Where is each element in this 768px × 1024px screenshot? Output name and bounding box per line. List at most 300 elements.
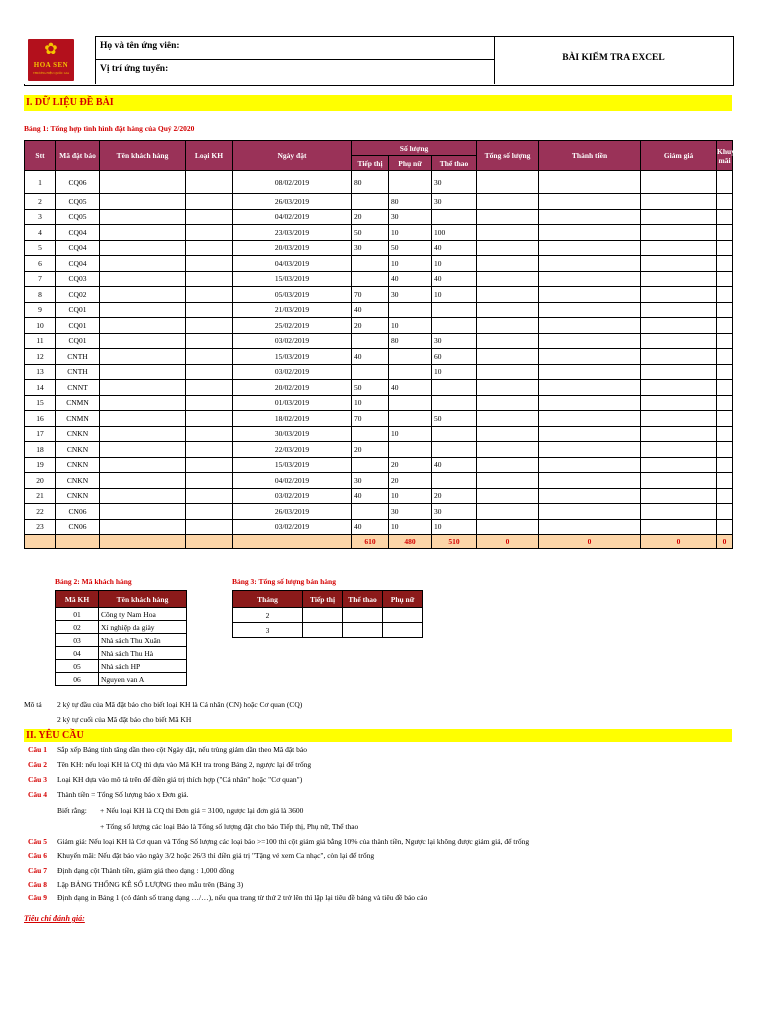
cell-thanh-tien	[539, 473, 641, 489]
requirement-number: Câu 4	[28, 790, 47, 799]
candidate-name-label: Họ và tên ứng viên:	[100, 41, 180, 51]
cell-ten-kh: Nhà sách HP	[99, 660, 187, 673]
cell-stt: 14	[25, 380, 56, 396]
total-tt: 610	[352, 535, 389, 549]
criteria-label: Tiêu chí đánh giá:	[24, 914, 85, 923]
cell-stt: 16	[25, 411, 56, 427]
cell-stt: 21	[25, 488, 56, 504]
cell-ngay-dat: 04/02/2019	[233, 209, 352, 225]
cell-stt: 22	[25, 504, 56, 520]
cell-giam-gia	[641, 171, 717, 194]
cell-phu-nu: 10	[389, 519, 432, 535]
requirement-text: Loại KH dựa vào mô tả trên để điền giá trị thích hợp ("Cá nhân" hoặc "Cơ quan")	[57, 775, 303, 784]
cell-thanh-tien	[539, 225, 641, 241]
cell-ten-kh	[100, 411, 186, 427]
cell-ten-kh	[100, 287, 186, 303]
cell-ngay-dat: 01/03/2019	[233, 395, 352, 411]
cell-tong-sl	[477, 256, 539, 272]
cell-phu-nu	[389, 364, 432, 380]
cell-phu-nu: 50	[389, 240, 432, 256]
cell-tong-sl	[477, 395, 539, 411]
cell-khuyen-mai	[717, 504, 733, 520]
table-row	[25, 225, 733, 241]
col-thang: Tháng	[233, 591, 303, 608]
position-label: Vị trí ứng tuyển:	[100, 64, 169, 74]
cell-khuyen-mai	[717, 349, 733, 365]
cell-phu-nu: 10	[389, 256, 432, 272]
col-ma-kh: Mã KH	[56, 591, 99, 608]
requirement-text: Lập BẢNG THỐNG KÊ SỐ LƯỢNG theo mẫu trên (Bảng 3)	[57, 880, 244, 889]
cell-ngay-dat: 04/03/2019	[233, 256, 352, 272]
cell-tiep-thi: 30	[352, 240, 389, 256]
cell-tong-sl	[477, 364, 539, 380]
table-row	[25, 171, 733, 194]
cell-the-thao	[432, 318, 477, 334]
cell-the-thao	[432, 302, 477, 318]
cell-khuyen-mai	[717, 473, 733, 489]
cell-stt: 7	[25, 271, 56, 287]
cell-loai-kh	[186, 519, 233, 535]
cell-phu-nu: 40	[389, 271, 432, 287]
table3-caption: Bảng 3: Tổng số lượng bán hàng	[232, 577, 336, 586]
total-empty	[233, 535, 352, 549]
quantity-summary-table	[232, 590, 423, 638]
cell-ten-kh	[100, 364, 186, 380]
cell-ngay-dat: 22/03/2019	[233, 442, 352, 458]
table-row	[25, 504, 733, 520]
totals-row	[25, 535, 733, 549]
cell-giam-gia	[641, 426, 717, 442]
table-row	[25, 519, 733, 535]
cell-khuyen-mai	[717, 380, 733, 396]
requirement-text: Tên KH: nếu loại KH là CQ thì dựa vào Mã KH tra trong Bảng 2, ngược lại để trống	[57, 760, 312, 769]
cell-tiep-thi	[352, 256, 389, 272]
cell-phu-nu	[389, 349, 432, 365]
test-title: BÀI KIỂM TRA EXCEL	[562, 53, 665, 63]
cell-thanh-tien	[539, 349, 641, 365]
cell-stt: 11	[25, 333, 56, 349]
cell-khuyen-mai	[717, 287, 733, 303]
cell-phu-nu: 30	[389, 504, 432, 520]
col-ma-dat-bao: Mã đặt báo	[56, 141, 100, 171]
cell-ma: CNNT	[56, 380, 100, 396]
cell-thanh-tien	[539, 442, 641, 458]
cell-the-thao: 60	[432, 349, 477, 365]
cell-the-thao	[432, 473, 477, 489]
cell-tiep-thi: 80	[352, 171, 389, 194]
total-giam_gia: 0	[641, 535, 717, 549]
desc-line-1: 2 ký tự đầu của Mã đặt báo cho biết loại KH là Cá nhân (CN) hoặc Cơ quan (CQ)	[57, 700, 303, 709]
total-empty	[25, 535, 56, 549]
cell-ten-kh	[100, 442, 186, 458]
cell-phu-nu: 30	[389, 287, 432, 303]
cell-thanh-tien	[539, 318, 641, 334]
cell-stt: 1	[25, 171, 56, 194]
cell-khuyen-mai	[717, 364, 733, 380]
cell-the-thao	[432, 380, 477, 396]
cell-ma: CNKN	[56, 488, 100, 504]
cell-the-thao: 40	[432, 457, 477, 473]
cell-tiep-thi	[352, 364, 389, 380]
cell-the-thao	[432, 395, 477, 411]
cell-ngay-dat: 20/03/2019	[233, 240, 352, 256]
cell-giam-gia	[641, 442, 717, 458]
cell-ten-kh	[100, 302, 186, 318]
cell-giam-gia	[641, 380, 717, 396]
customer-code-table	[55, 590, 187, 686]
cell-phu-nu	[389, 411, 432, 427]
cell-phu-nu	[389, 442, 432, 458]
table-row	[233, 608, 423, 623]
cell-loai-kh	[186, 287, 233, 303]
total-empty	[56, 535, 100, 549]
table-row	[25, 209, 733, 225]
cell-the-thao: 30	[432, 171, 477, 194]
cell-loai-kh	[186, 380, 233, 396]
col-khuyen-mai: Khuyến mãi	[717, 141, 733, 171]
cell-ngay-dat: 15/03/2019	[233, 457, 352, 473]
requirement-text: Định dạng in Bảng 1 (có đánh số trang dạng …/…), nếu qua trang từ thứ 2 trở lên thì lặp lại tiêu đề bảng và tiêu đề báo cáo	[57, 893, 428, 902]
cell-stt: 17	[25, 426, 56, 442]
cell-tiep-thi: 20	[352, 442, 389, 458]
cell-phu-nu	[389, 395, 432, 411]
cell-ngay-dat: 26/03/2019	[233, 504, 352, 520]
table-row	[25, 318, 733, 334]
cell-ma: CNKN	[56, 442, 100, 458]
cell-the-thao	[343, 623, 383, 638]
cell-loai-kh	[186, 194, 233, 210]
cell-the-thao	[432, 426, 477, 442]
cell-stt: 15	[25, 395, 56, 411]
table-row	[25, 287, 733, 303]
cell-stt: 20	[25, 473, 56, 489]
cell-tiep-thi	[352, 271, 389, 287]
col-ten-kh: Tên khách hàng	[100, 141, 186, 171]
cell-thanh-tien	[539, 364, 641, 380]
cell-giam-gia	[641, 364, 717, 380]
lotus-icon: ✿	[44, 41, 58, 58]
cell-the-thao: 20	[432, 488, 477, 504]
cell-phu-nu	[389, 302, 432, 318]
cell-loai-kh	[186, 271, 233, 287]
cell-phu-nu: 30	[389, 209, 432, 225]
cell-thanh-tien	[539, 395, 641, 411]
cell-the-thao: 50	[432, 411, 477, 427]
cell-the-thao	[432, 209, 477, 225]
cell-tiep-thi: 40	[352, 302, 389, 318]
total-tong: 0	[477, 535, 539, 549]
cell-ma: CQ05	[56, 194, 100, 210]
cell-thanh-tien	[539, 488, 641, 504]
cell-tiep-thi: 70	[352, 411, 389, 427]
cell-ngay-dat: 15/03/2019	[233, 349, 352, 365]
cell-tong-sl	[477, 457, 539, 473]
cell-thanh-tien	[539, 333, 641, 349]
col-so-luong: Số lượng	[352, 141, 477, 156]
total-th: 510	[432, 535, 477, 549]
cell-ma: CQ01	[56, 333, 100, 349]
req4-note-1: + Nếu loại KH là CQ thì Đơn giá = 3100, ngược lại đơn giá là 3600	[100, 806, 304, 815]
requirement-text: Khuyến mãi: Nếu đặt báo vào ngày 3/2 hoặc 26/3 thì điền giá trị "Tặng vé xem Ca nhạc", còn lại để trống	[57, 851, 375, 860]
cell-ma: CN06	[56, 519, 100, 535]
table-row	[25, 411, 733, 427]
requirement-number: Câu 5	[28, 837, 47, 846]
cell-the-thao: 10	[432, 256, 477, 272]
logo-name: HOA SEN	[33, 61, 69, 69]
cell-thanh-tien	[539, 287, 641, 303]
cell-khuyen-mai	[717, 318, 733, 334]
cell-ma: CQ04	[56, 225, 100, 241]
cell-giam-gia	[641, 411, 717, 427]
table-row	[25, 240, 733, 256]
table-row	[56, 660, 187, 673]
cell-stt: 19	[25, 457, 56, 473]
requirement-text: Giảm giá: Nếu loại KH là Cơ quan và Tổng Số lượng các loại báo >=100 thì cột giảm giá bằng 10% của thành tiền, Ngược lại không được giảm giá, để trống	[57, 837, 530, 846]
cell-phu-nu: 10	[389, 225, 432, 241]
cell-khuyen-mai	[717, 488, 733, 504]
cell-giam-gia	[641, 457, 717, 473]
table-row	[25, 333, 733, 349]
col-the-thao: Thể thao	[343, 591, 383, 608]
cell-tiep-thi: 20	[352, 318, 389, 334]
cell-thanh-tien	[539, 426, 641, 442]
cell-giam-gia	[641, 504, 717, 520]
cell-giam-gia	[641, 349, 717, 365]
cell-tiep-thi	[352, 504, 389, 520]
cell-stt: 13	[25, 364, 56, 380]
cell-ma: CNKN	[56, 473, 100, 489]
cell-ngay-dat: 25/02/2019	[233, 318, 352, 334]
cell-ten-kh	[100, 457, 186, 473]
table-row	[25, 473, 733, 489]
cell-the-thao: 10	[432, 364, 477, 380]
cell-ma: CQ06	[56, 171, 100, 194]
table-row	[25, 426, 733, 442]
cell-ma-kh: 02	[56, 621, 99, 634]
cell-thanh-tien	[539, 256, 641, 272]
cell-tong-sl	[477, 411, 539, 427]
cell-thanh-tien	[539, 411, 641, 427]
table-row	[25, 194, 733, 210]
cell-tong-sl	[477, 171, 539, 194]
cell-tiep-thi: 40	[352, 519, 389, 535]
cell-loai-kh	[186, 240, 233, 256]
cell-the-thao: 30	[432, 504, 477, 520]
cell-tiep-thi: 40	[352, 488, 389, 504]
cell-tong-sl	[477, 225, 539, 241]
cell-loai-kh	[186, 411, 233, 427]
cell-ten-kh: Công ty Nam Hoa	[99, 608, 187, 621]
cell-ten-kh	[100, 194, 186, 210]
cell-loai-kh	[186, 364, 233, 380]
desc-label: Mô tả	[24, 700, 42, 709]
cell-giam-gia	[641, 256, 717, 272]
cell-tiep-thi	[352, 457, 389, 473]
col-tong-sl: Tổng số lượng	[477, 141, 539, 171]
req4-note-label: Biết rằng:	[57, 806, 87, 815]
cell-ma: CNKN	[56, 457, 100, 473]
cell-loai-kh	[186, 504, 233, 520]
cell-giam-gia	[641, 302, 717, 318]
cell-giam-gia	[641, 287, 717, 303]
cell-ten-kh	[100, 488, 186, 504]
cell-ten-kh	[100, 504, 186, 520]
cell-ten-kh: Xí nghiệp da giày	[99, 621, 187, 634]
cell-phu-nu: 10	[389, 488, 432, 504]
cell-ten-kh	[100, 519, 186, 535]
cell-loai-kh	[186, 171, 233, 194]
orders-table	[24, 140, 743, 549]
cell-khuyen-mai	[717, 194, 733, 210]
cell-loai-kh	[186, 333, 233, 349]
cell-tong-sl	[477, 209, 539, 225]
cell-stt: 3	[25, 209, 56, 225]
cell-ma: CQ02	[56, 287, 100, 303]
cell-ngay-dat: 30/03/2019	[233, 426, 352, 442]
desc-line-2: 2 ký tự cuối của Mã đặt báo cho biết Mã KH	[57, 715, 192, 724]
cell-khuyen-mai	[717, 411, 733, 427]
requirement-number: Câu 3	[28, 775, 47, 784]
cell-ten-kh	[100, 256, 186, 272]
cell-stt: 23	[25, 519, 56, 535]
cell-tiep-thi	[303, 608, 343, 623]
cell-ten-kh	[100, 271, 186, 287]
cell-tiep-thi	[352, 333, 389, 349]
cell-loai-kh	[186, 473, 233, 489]
cell-ma: CNMN	[56, 411, 100, 427]
cell-ma: CNTH	[56, 349, 100, 365]
table-row	[56, 647, 187, 660]
header-divider	[95, 59, 494, 60]
table-row	[25, 364, 733, 380]
cell-ngay-dat: 15/03/2019	[233, 271, 352, 287]
cell-ma: CN06	[56, 504, 100, 520]
cell-tiep-thi	[303, 623, 343, 638]
cell-thanh-tien	[539, 457, 641, 473]
cell-ten-kh	[100, 380, 186, 396]
requirement-number: Câu 8	[28, 880, 47, 889]
cell-ten-kh	[100, 209, 186, 225]
cell-ten-kh	[100, 333, 186, 349]
cell-tong-sl	[477, 318, 539, 334]
cell-ngay-dat: 03/02/2019	[233, 333, 352, 349]
cell-ten-kh	[100, 426, 186, 442]
requirement-text: Định dạng cột Thành tiền, giảm giá theo dạng : 1,000 đồng	[57, 866, 235, 875]
cell-thanh-tien	[539, 271, 641, 287]
cell-loai-kh	[186, 395, 233, 411]
cell-khuyen-mai	[717, 395, 733, 411]
cell-phu-nu	[389, 171, 432, 194]
cell-loai-kh	[186, 457, 233, 473]
cell-khuyen-mai	[717, 209, 733, 225]
cell-khuyen-mai	[717, 519, 733, 535]
col-phu-nu: Phụ nữ	[389, 156, 432, 171]
cell-ten-kh	[100, 349, 186, 365]
cell-loai-kh	[186, 225, 233, 241]
cell-phu-nu: 40	[389, 380, 432, 396]
cell-loai-kh	[186, 256, 233, 272]
cell-ngay-dat: 05/03/2019	[233, 287, 352, 303]
cell-ten-kh	[100, 240, 186, 256]
table-row	[56, 608, 187, 621]
cell-stt: 18	[25, 442, 56, 458]
cell-khuyen-mai	[717, 302, 733, 318]
cell-tiep-thi	[352, 426, 389, 442]
col-phu-nu: Phụ nữ	[383, 591, 423, 608]
cell-giam-gia	[641, 473, 717, 489]
cell-phu-nu: 20	[389, 473, 432, 489]
cell-ten-kh: Nguyen van A	[99, 673, 187, 686]
col-ten-khach-hang: Tên khách hàng	[99, 591, 187, 608]
cell-tong-sl	[477, 333, 539, 349]
cell-ten-kh	[100, 318, 186, 334]
cell-tiep-thi: 50	[352, 380, 389, 396]
total-empty	[100, 535, 186, 549]
cell-tong-sl	[477, 240, 539, 256]
col-loai-kh: Loại KH	[186, 141, 233, 171]
table1-caption: Bảng 1: Tổng hợp tình hình đặt hàng của Quý 2/2020	[24, 124, 195, 133]
table-row	[56, 621, 187, 634]
section-title-requirements: II. YÊU CẦU	[24, 729, 732, 742]
cell-the-thao: 30	[432, 194, 477, 210]
cell-ngay-dat: 18/02/2019	[233, 411, 352, 427]
requirement-number: Câu 9	[28, 893, 47, 902]
table2-caption: Bảng 2: Mã khách hàng	[55, 577, 132, 586]
col-thanh-tien: Thành tiền	[539, 141, 641, 171]
cell-thanh-tien	[539, 209, 641, 225]
cell-stt: 8	[25, 287, 56, 303]
cell-giam-gia	[641, 194, 717, 210]
cell-tiep-thi: 30	[352, 473, 389, 489]
cell-ma-kh: 03	[56, 634, 99, 647]
cell-khuyen-mai	[717, 442, 733, 458]
cell-thanh-tien	[539, 302, 641, 318]
cell-thanh-tien	[539, 240, 641, 256]
table-row	[25, 302, 733, 318]
col-ngay-dat: Ngày đặt	[233, 141, 352, 171]
table-row	[25, 395, 733, 411]
cell-ma: CQ05	[56, 209, 100, 225]
cell-tiep-thi: 50	[352, 225, 389, 241]
cell-giam-gia	[641, 271, 717, 287]
cell-loai-kh	[186, 209, 233, 225]
cell-tong-sl	[477, 488, 539, 504]
cell-stt: 2	[25, 194, 56, 210]
cell-phu-nu: 80	[389, 194, 432, 210]
cell-giam-gia	[641, 240, 717, 256]
cell-tiep-thi	[352, 194, 389, 210]
cell-loai-kh	[186, 318, 233, 334]
cell-tong-sl	[477, 271, 539, 287]
cell-phu-nu: 10	[389, 426, 432, 442]
cell-tong-sl	[477, 380, 539, 396]
cell-khuyen-mai	[717, 256, 733, 272]
cell-ngay-dat: 20/02/2019	[233, 380, 352, 396]
cell-ngay-dat: 03/02/2019	[233, 519, 352, 535]
cell-loai-kh	[186, 442, 233, 458]
cell-ten-kh	[100, 225, 186, 241]
cell-phu-nu: 10	[389, 318, 432, 334]
cell-tiep-thi: 40	[352, 349, 389, 365]
requirement-number: Câu 7	[28, 866, 47, 875]
cell-tong-sl	[477, 194, 539, 210]
cell-khuyen-mai	[717, 271, 733, 287]
cell-ngay-dat: 26/03/2019	[233, 194, 352, 210]
cell-tong-sl	[477, 349, 539, 365]
cell-ma: CNMN	[56, 395, 100, 411]
cell-giam-gia	[641, 318, 717, 334]
cell-tong-sl	[477, 442, 539, 458]
